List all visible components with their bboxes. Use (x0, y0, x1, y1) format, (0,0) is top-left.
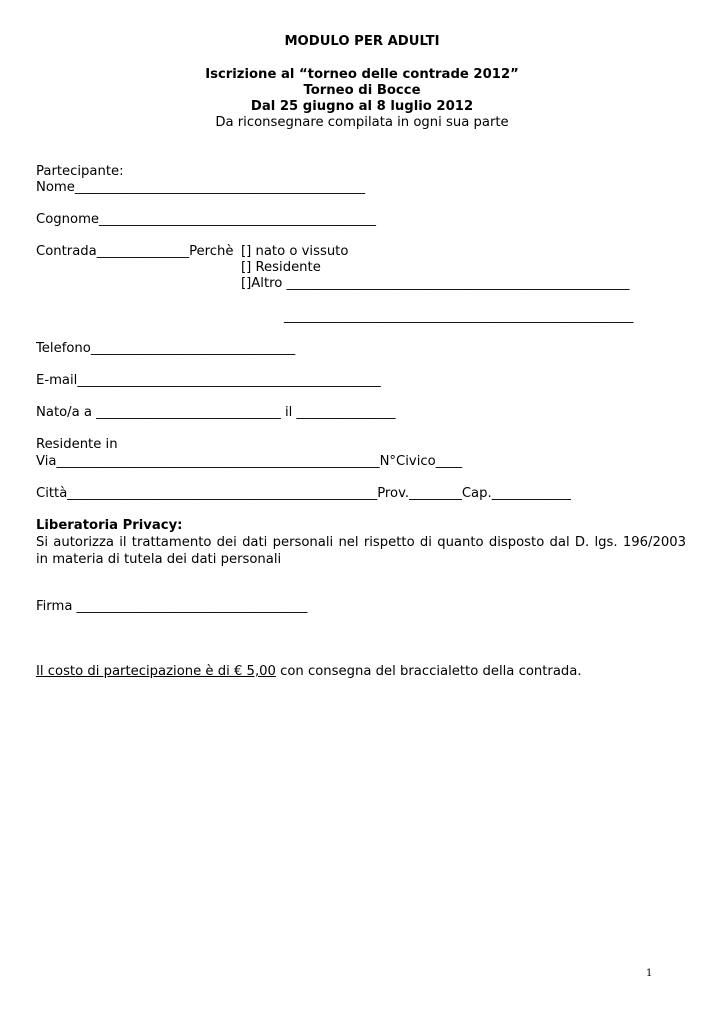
cost-amount: Il costo di partecipazione è di € 5,00 (36, 664, 276, 679)
form-title: MODULO PER ADULTI (284, 34, 440, 49)
event-dates: Dal 25 giugno al 8 luglio 2012 (250, 99, 474, 114)
option-other: []Altro ____________________________________________________ (241, 276, 630, 291)
privacy-text: Si autorizza il trattamento dei dati personali nel rispetto di quanto disposto dal D. lgs. 196/2003 in materia di tutela dei dati personali (36, 535, 686, 567)
page-number: 1 (646, 968, 653, 979)
signature-field: Firma ___________________________________ (36, 599, 308, 614)
birth-field: Nato/a a ____________________________ il _______________ (36, 405, 396, 420)
resident-label: Residente in (36, 437, 118, 452)
event-line: Iscrizione al “torneo delle contrade 2012” (205, 67, 519, 82)
cognome-field: Cognome__________________________________________ (36, 212, 376, 227)
cost-detail: con consegna del braccialetto della contrada. (275, 664, 582, 679)
contrada-field: Contrada______________Perchè (36, 244, 234, 259)
citta-field: Città_______________________________________________Prov.________Cap.____________ (36, 486, 571, 501)
privacy-heading: Liberatoria Privacy: (36, 518, 183, 533)
email-field: E-mail______________________________________________ (36, 373, 381, 388)
participant-label: Partecipante: (36, 164, 124, 179)
cost-note (36, 664, 582, 680)
nome-field: Nome____________________________________________ (36, 180, 366, 195)
tournament-name: Torneo di Bocce (303, 83, 421, 98)
telefono-field: Telefono_______________________________ (36, 341, 296, 356)
other-continuation-line: _____________________________________________________ (284, 309, 634, 324)
via-field: Via_________________________________________________N°Civico____ (36, 454, 463, 469)
option-born: [] nato o vissuto (241, 244, 349, 259)
option-resident: [] Residente (241, 260, 321, 275)
instructions: Da riconsegnare compilata in ogni sua parte (215, 115, 509, 130)
